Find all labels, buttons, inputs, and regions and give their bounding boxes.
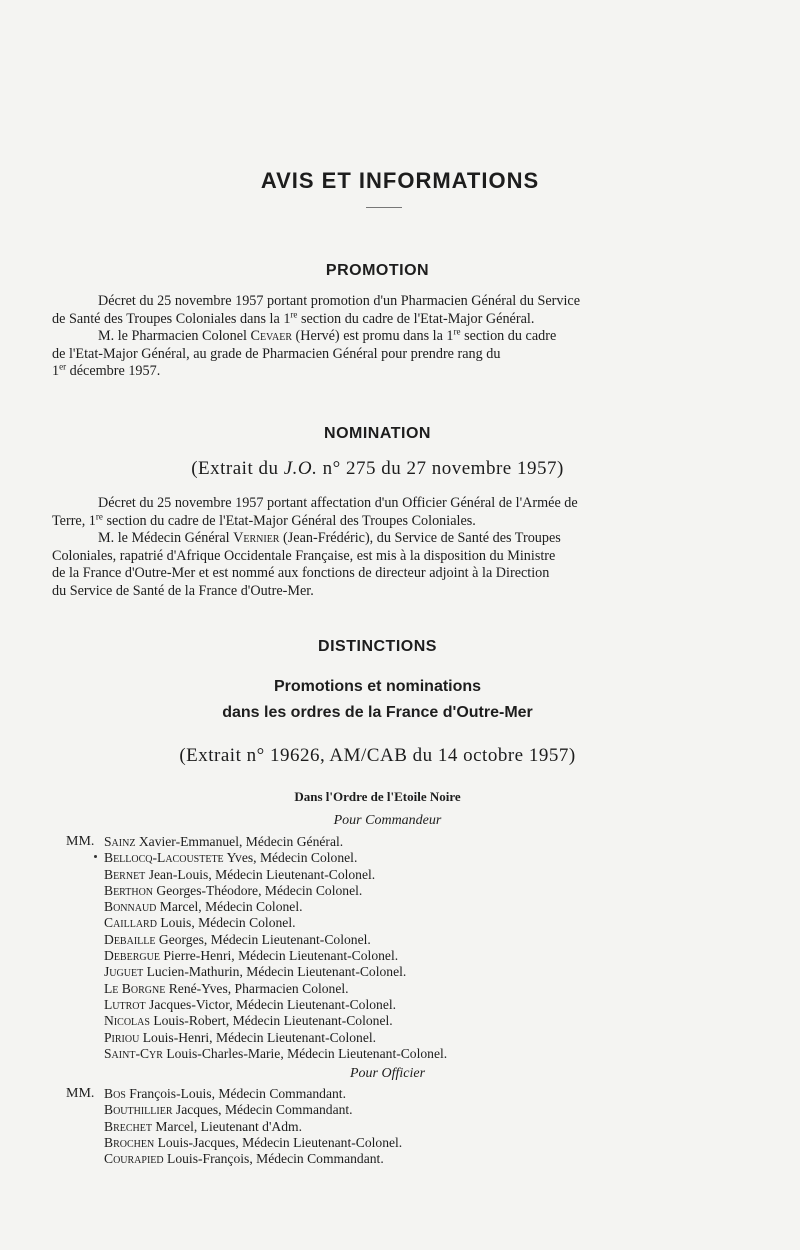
surname: Saint-Cyr: [104, 1045, 163, 1061]
nomination-paragraph-1: [52, 495, 697, 530]
list-item: [104, 915, 447, 931]
list-item: [104, 1135, 402, 1151]
officer-name: Cevaer: [250, 328, 292, 344]
text-line: de l'Etat-Major Général, au grade de Pharmacien Général pour prendre rang du: [52, 345, 501, 362]
list-item: [104, 834, 447, 850]
given-name-and-rank: Xavier-Emmanuel, Médecin Général.: [135, 834, 344, 849]
given-name-and-rank: Georges-Théodore, Médecin Colonel.: [153, 882, 363, 898]
surname: Brochen: [104, 1134, 155, 1150]
given-name-and-rank: Lucien-Mathurin, Médecin Lieutenant-Colonel.: [143, 964, 407, 980]
text-line: Terre, 1re section du cadre de l'Etat-Major Général des Troupes Coloniales.: [52, 510, 476, 529]
distinctions-extract: (Extrait n° 19626, AM/CAB du 14 octobre 1957): [179, 745, 576, 766]
nomination-extract: (Extrait du J.O. n° 275 du 27 novembre 1957): [191, 458, 564, 479]
given-name-and-rank: Jacques-Victor, Médecin Lieutenant-Colonel.: [145, 996, 397, 1012]
given-name-and-rank: Louis-François, Médecin Commandant.: [163, 1151, 384, 1167]
list-item: [104, 1151, 402, 1167]
given-name-and-rank: Georges, Médecin Lieutenant-Colonel.: [155, 931, 371, 947]
list-item: [104, 948, 447, 964]
page-title: AVIS ET INFORMATIONS: [260, 168, 540, 193]
given-name-and-rank: Louis-Jacques, Médecin Lieutenant-Colonel.: [154, 1134, 403, 1150]
surname: Le Borgne: [104, 980, 166, 996]
promotion-paragraph-1: [52, 293, 697, 328]
list-item: [104, 899, 447, 915]
text-line: 1er décembre 1957.: [52, 361, 161, 379]
list-item: [104, 1030, 447, 1046]
given-name-and-rank: Yves, Médecin Colonel.: [223, 850, 358, 866]
list-item: [104, 883, 447, 899]
list-item: [104, 964, 447, 980]
given-name-and-rank: Jean-Louis, Médecin Lieutenant-Colonel.: [145, 866, 376, 882]
given-name-and-rank: Louis-Robert, Médecin Lieutenant-Colonel.: [149, 1013, 393, 1029]
surname: Courapied: [104, 1151, 164, 1167]
surname: Bos: [104, 1086, 126, 1101]
nomination-heading: NOMINATION: [324, 425, 431, 442]
list-item: [104, 932, 447, 948]
surname: Piriou: [104, 1029, 140, 1045]
given-name-and-rank: René-Yves, Pharmacien Colonel.: [165, 980, 349, 996]
bullet-mark: [94, 855, 97, 858]
surname: Juguet: [104, 964, 144, 980]
given-name-and-rank: Marcel, Lieutenant d'Adm.: [151, 1118, 303, 1134]
text-line: de Santé des Troupes Coloniales dans la 1re section du cadre de l'Etat-Major Général.: [52, 308, 535, 327]
given-name-and-rank: Jacques, Médecin Commandant.: [172, 1102, 353, 1118]
list-item: [104, 850, 447, 866]
text-line: de la France d'Outre-Mer et est nommé aux fonctions de directeur adjoint à la Direction: [52, 565, 550, 581]
list-item: [104, 1102, 402, 1118]
text-line: M. le Médecin Général Vernier (Jean-Frédéric), du Service de Santé des Troupes: [98, 530, 561, 546]
officier-list: [104, 1086, 402, 1167]
surname: Lutrot: [104, 996, 146, 1012]
mm-label-officier: MM.: [66, 1086, 95, 1101]
mm-label-commandeur: MM.: [66, 834, 95, 849]
promotion-heading: PROMOTION: [325, 262, 430, 279]
given-name-and-rank: Louis-Charles-Marie, Médecin Lieutenant-Colonel.: [162, 1045, 448, 1061]
list-item: [104, 1086, 402, 1102]
distinctions-subtitle-2: dans les ordres de la France d'Outre-Mer: [222, 704, 533, 721]
surname: Bouthillier: [104, 1102, 173, 1118]
officer-name: Vernier: [233, 530, 280, 546]
surname: Bernet: [104, 866, 146, 882]
distinctions-subtitle-1: Promotions et nominations: [273, 678, 482, 695]
nomination-paragraph-2: [52, 530, 697, 600]
given-name-and-rank: Louis-Henri, Médecin Lieutenant-Colonel.: [139, 1029, 377, 1045]
title-divider: [366, 207, 402, 208]
list-item: [104, 981, 447, 997]
surname: Brechet: [104, 1118, 152, 1134]
given-name-and-rank: Louis, Médecin Colonel.: [156, 915, 296, 931]
order-heading: Dans l'Ordre de l'Etoile Noire: [294, 789, 461, 804]
list-item: [104, 1119, 402, 1135]
surname: Debaille: [104, 931, 156, 947]
given-name-and-rank: Marcel, Médecin Colonel.: [156, 899, 303, 915]
surname: Caillard: [104, 915, 157, 931]
surname: Berthon: [104, 882, 154, 898]
given-name-and-rank: François-Louis, Médecin Commandant.: [125, 1086, 346, 1101]
distinctions-heading: DISTINCTIONS: [318, 638, 437, 655]
list-item: [104, 867, 447, 883]
text-line: M. le Pharmacien Colonel Cevaer (Hervé) est promu dans la 1re section du cadre: [98, 326, 557, 344]
surname: Bellocq-Lacoustete: [104, 850, 224, 866]
text-line: Décret du 25 novembre 1957 portant affectation d'un Officier Général de l'Armée de: [98, 495, 578, 511]
text-line: Coloniales, rapatrié d'Afrique Occidentale Française, est mis à la disposition du Ministre: [52, 547, 556, 564]
rank-commandeur: Pour Commandeur: [333, 813, 442, 828]
text-line: Décret du 25 novembre 1957 portant promotion d'un Pharmacien Général du Service: [98, 293, 581, 309]
list-item: [104, 997, 447, 1013]
text-line: du Service de Santé de la France d'Outre-Mer.: [52, 582, 314, 599]
rank-officier: Pour Officier: [349, 1066, 426, 1081]
surname: Bonnaud: [104, 899, 157, 915]
surname: Nicolas: [104, 1013, 150, 1029]
list-item: [104, 1013, 447, 1029]
commandeur-list: [104, 834, 447, 1062]
promotion-paragraph-2: [52, 328, 697, 381]
surname: Sainz: [104, 834, 136, 849]
given-name-and-rank: Pierre-Henri, Médecin Lieutenant-Colonel.: [159, 948, 399, 964]
list-item: [104, 1046, 447, 1062]
surname: Debergue: [104, 948, 160, 964]
